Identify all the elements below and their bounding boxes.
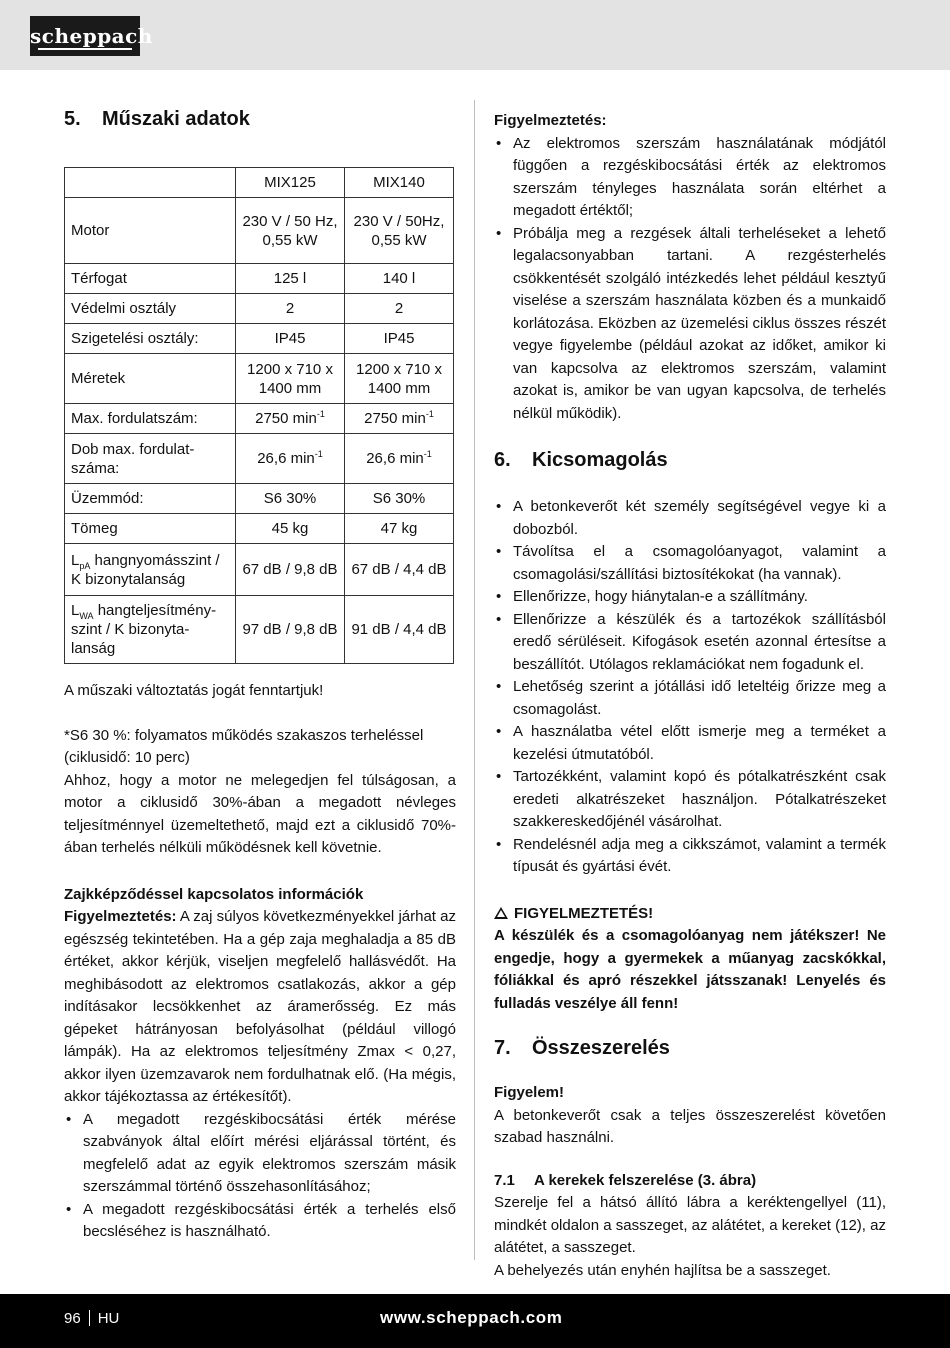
unit-exponent: -1 [316,409,325,419]
table-cell: 230 V / 50Hz, 0,55 kW [345,198,454,264]
table-header-cell: MIX125 [236,168,345,198]
attention-label: Figyelem! [494,1084,565,1101]
table-cell: Méretek [65,354,236,404]
table-cell [65,596,236,664]
technical-change-note: A műszaki változtatás jogát fenntartjuk! [64,682,324,699]
table-row [65,434,454,484]
section-number: 5. [64,108,81,130]
safety-warning-title [494,903,886,926]
page-number: 96 [64,1310,81,1327]
left-column [64,100,456,1244]
list-item: • A megadott rezgéskibocsátási érték a terhelés első becsléséhez is használható. [64,1199,456,1244]
noise-warning [64,906,456,1109]
cell-value: 2750 min [364,410,426,427]
subscript-pA: pA [79,560,91,571]
logo-underline [38,48,132,50]
table-cell [65,544,236,596]
table-row [65,484,454,514]
table-cell: 45 kg [236,514,345,544]
section-7-heading [494,1037,886,1060]
section-5-heading [64,108,456,131]
right-column [494,100,886,1282]
table-header-cell [65,168,236,198]
technical-data-table [64,167,454,664]
noise-bullet-list [64,1109,456,1244]
list-item: • Lehetőség szerint a jótállási idő leteltéig őrizze meg a csomagolást. [494,676,886,721]
table-cell: 2 [345,294,454,324]
symbol-L: L [71,602,80,619]
table-header-row [65,168,454,198]
page-number-block [64,1310,119,1327]
subsection-7-1-heading [494,1170,886,1193]
list-item: • A megadott rezgéskibocsátási érték mérése szabványok által előírt mérési eljárással történt, és megfelelő adat az egyik elektromos szerszám másik szerszámmal történő összehasonlításához; [64,1109,456,1199]
table-cell: IP45 [345,324,454,354]
table-row [65,596,454,664]
table-cell [236,434,345,484]
table-cell: Tömeg [65,514,236,544]
column-divider [474,100,475,1260]
table-row [65,294,454,324]
table-cell [236,404,345,434]
table-cell: Szigetelési osztály: [65,324,236,354]
table-row [65,544,454,596]
noise-heading: Zajkképződéssel kapcsolatos információk [64,885,364,903]
table-cell: 140 l [345,264,454,294]
table-cell: 1200 x 710 x 1400 mm [345,354,454,404]
page-footer [0,1294,950,1348]
table-cell: S6 30% [236,484,345,514]
table-cell: Motor [65,198,236,264]
warning-text: A zaj súlyos következményekkel járhat az egészség tekintetében. Ha a gép zaja meghaladja a 85 dB értéket, akkor kérjük, viseljen megfelelő hallásvédőt. Ha meghibásodott az elektromos csatlakozás, akkor a gép indításakor lecsökkenhet az áramerősség. Ez más gépeket hátrányosan befolyásolhat (például villogó lámpák). Ha az elektromos teljesítmény Zmax < 0,27, akkor ilyen üzemzavarok nem fordulhatnak elő. (Ha mégis, akkor tájékoztassa az értékesítőt). [64,908,457,1105]
cell-label: hangnyomásszint / K bizonytalanság [71,551,220,588]
unit-exponent: -1 [425,409,434,419]
unit-exponent: -1 [423,449,432,459]
section-6-heading [494,449,886,472]
section-number: 6. [494,449,511,471]
table-header-cell: MIX140 [345,168,454,198]
table-row [65,198,454,264]
cell-value: 26,6 min [366,450,424,467]
subscript-WA: WA [79,611,94,621]
symbol-L: L [71,551,80,569]
table-cell: 47 kg [345,514,454,544]
table-cell [345,434,454,484]
cell-value: 2750 min [255,410,317,427]
table-cell: 67 dB / 9,8 dB [236,544,345,596]
table-cell: 67 dB / 4,4 dB [345,544,454,596]
table-cell: 230 V / 50 Hz, 0,55 kW [236,198,345,264]
table-cell: S6 30% [345,484,454,514]
scheppach-logo [30,16,153,56]
cell-value: 26,6 min [257,450,315,467]
table-cell: 91 dB / 4,4 dB [345,596,454,664]
website-link[interactable]: www.scheppach.com [380,1308,563,1327]
list-item: • A használatba vétel előtt ismerje meg a terméket a kezelési útmutatóból. [494,721,886,766]
cell-label: hangteljesítmény-szint / K bizonyta-lanság [71,602,217,657]
section-number: 7. [494,1037,511,1059]
list-item: • Ellenőrizze, hogy hiánytalan-e a szállítmány. [494,586,886,609]
table-cell: IP45 [236,324,345,354]
vibration-bullet-list [494,133,886,426]
subsection-number: 7.1 [494,1171,515,1189]
s6-note: *S6 30 %: folyamatos működés szakaszos terheléssel (ciklusidő: 10 perc) [64,726,424,766]
safety-warning-text: A készülék és a csomagolóanyag nem játékszer! Ne engedje, hogy a gyermekek a műanyag zacskókkal, fóliákkal és apró részekkel játsszanak! Lenyelés és fulladás veszélye áll fenn! [494,927,886,1012]
footer-separator [89,1310,90,1326]
s6-explanation: Ahhoz, hogy a motor ne melegedjen fel túlságosan, a motor a ciklusidő 30%-ában a megadott névleges teljesítménnyel üzemeltethető, majd ezt a ciklusidő 70%-ában terhelés nélküli működésnek kell követnie. [64,771,456,856]
table-cell: Üzemmód: [65,484,236,514]
list-item: • Próbálja meg a rezgések általi terheléseket a lehető legalacsonyabban tartani. A rezgésterhelés csökkentését szolgáló intézkedés lehet például kesztyű viselése a szerszám használata közben és a munkaidő korlátozása. Eközben az üzemelési ciklus összes részét vegye figyelembe (például azokat az időket, amikor ki van kapcsolva az elektromos szerszám, valamint azokat is, amikor be van ugyan kapcsolva, de terhelés nélkül működik). [494,223,886,426]
table-cell: 125 l [236,264,345,294]
table-row [65,514,454,544]
list-item: • Ellenőrizze a készülék és a tartozékok szállításból eredő sérüléseit. Kifogások esetén azonnal értesítse a beszállítót. Utólagos reklamációkat nem fogadunk el. [494,609,886,677]
unpacking-bullet-list [494,496,886,879]
list-item: • A betonkeverőt két személy segítségével vegye ki a dobozból. [494,496,886,541]
table-row [65,264,454,294]
list-item: • Az elektromos szerszám használatának módjától függően a rezgéskibocsátási érték az elektromos szerszám tényleges használata során eltérhet a megadott értéktől; [494,133,886,223]
warning-triangle-icon [494,907,508,919]
table-cell: Dob max. fordulat-száma: [65,434,236,484]
section-title: Összeszerelés [532,1037,670,1059]
page-header [0,0,950,70]
subsection-title: A kerekek felszerelése (3. ábra) [534,1171,757,1189]
list-item: • Távolítsa el a csomagolóanyagot, valamint a csomagolási/szállítási biztosítékokat (ha vannak). [494,541,886,586]
table-cell: Max. fordulatszám: [65,404,236,434]
language-code: HU [97,1310,120,1327]
vibration-warning-title: Figyelmeztetés: [494,112,607,129]
section-title: Műszaki adatok [102,108,250,130]
wheel-assembly-text: Szerelje fel a hátsó állító lábra a keréktengellyel (11), mindkét oldalon a sasszeget, az alátétet, a kereket (12), az alátétet, a sasszeget. [494,1194,886,1256]
table-row [65,354,454,404]
list-item: • Rendelésnél adja meg a cikkszámot, valamint a termék típusát és gyártási évét. [494,834,886,879]
wheel-assembly-text-2: A behelyezés után enyhén hajlítsa be a sasszeget. [494,1261,831,1279]
safety-title-text: FIGYELMEZTETÉS! [514,904,654,922]
table-cell: 97 dB / 9,8 dB [236,596,345,664]
table-cell: Térfogat [65,264,236,294]
unit-exponent: -1 [314,449,323,459]
attention-text: A betonkeverőt csak a teljes összeszerelést követően szabad használni. [494,1106,886,1146]
table-cell [345,404,454,434]
table-cell: 2 [236,294,345,324]
section-title: Kicsomagolás [532,449,668,471]
warning-label: Figyelmeztetés: [64,908,177,925]
table-cell: 1200 x 710 x 1400 mm [236,354,345,404]
logo-text: scheppach [30,24,153,48]
table-row [65,404,454,434]
table-row [65,324,454,354]
table-cell: Védelmi osztály [65,294,236,324]
list-item: • Tartozékként, valamint kopó és pótalkatrészként csak eredeti alkatrészeket használjon. Pótalkatrészeket szakkereskedőjénél vásárolhat. [494,766,886,834]
